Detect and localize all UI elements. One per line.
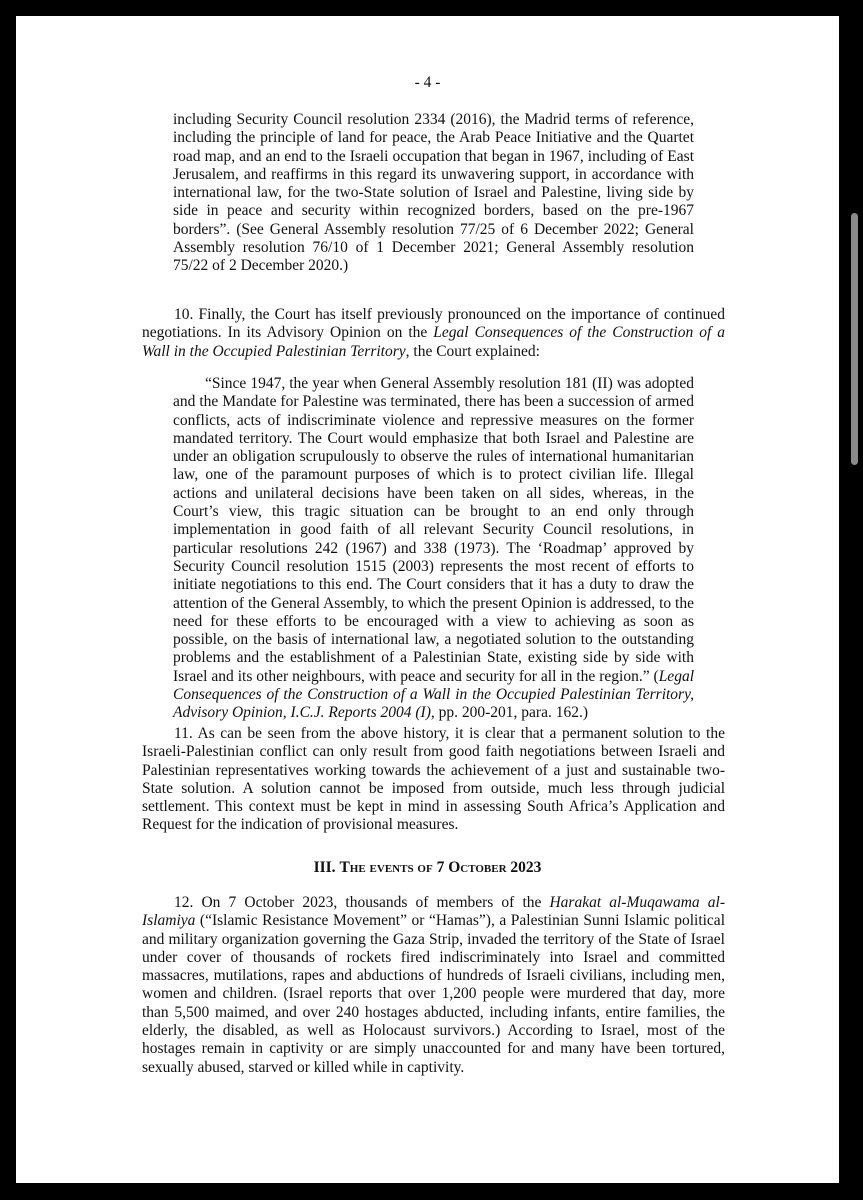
block-quote-citation: Legal Consequences of the Construction of a Wall in the Occupied Palestinian Territory, Advisory Opinion, I.C.J. Reports 2004 (I)	[173, 667, 694, 722]
paragraph-12-tail: (“Islamic Resistance Movement” or “Hamas”), a Palestinian Sunni Islamic political and military organization governing the Gaza Strip, invaded the territory of the State of Israel under cover of thousands of rockets fired indiscriminately into Israel and committed massacres, mutilations, rapes and abductions of hundreds of Israeli civilians, including men, women and children. (Israel reports that over 1,200 people were murdered that day, more than 5,500 maimed, and over 240 hostages abducted, including infants, entire families, the elderly, the disabled, as well as Holocaust survivors.) According to Israel, most of the hostages remain in captivity or are simply unaccounted for and many have been tortured, sexually abused, starved or killed while in captivity.	[142, 912, 725, 1076]
block-quote-citation-tail: , pp. 200-201, para. 162.)	[430, 704, 588, 722]
section-heading	[16, 859, 839, 877]
section-heading-title: The events of	[339, 859, 433, 876]
scrollbar-thumb[interactable]	[851, 213, 858, 465]
paragraph-12-italic-name: Harakat al-Muqawama al-Islamiya	[142, 894, 725, 930]
paragraph-10-text: 10. Finally, the Court has itself previously pronounced on the importance of continued negotiations. In its Advisory Opinion on the	[142, 306, 725, 342]
paragraph-10-tail: , the Court explained:	[405, 342, 540, 360]
paragraph-12-text: 12. On 7 October 2023, thousands of members of the	[174, 894, 550, 911]
block-quote	[173, 375, 694, 723]
paragraph-10-italic-title: Legal Consequences of the Construction of a Wall in the Occupied Palestinian Territory	[142, 324, 726, 360]
section-heading-numeral: III.	[313, 859, 336, 876]
paragraph-10	[142, 306, 725, 361]
page-number: - 4 -	[414, 74, 441, 91]
paragraph-continuation: including Security Council resolution 2334 (2016), the Madrid terms of reference, including the principle of land for peace, the Arab Peace Initiative and the Quartet road map, and an end to the Israeli occupation that began in 1967, including of East Jerusalem, and reaffirms in this regard its unwavering support, in accordance with international law, for the two-State solution of Israel and Palestine, living side by side in peace and security within recognized borders, based on the pre-1967 borders”. (See General Assembly resolution 77/25 of 6 December 2022; General Assembly resolution 76/10 of 1 December 2021; General Assembly resolution 75/22 of 2 December 2020.)	[173, 111, 694, 275]
paragraph-12	[142, 894, 725, 1077]
section-heading-date: 7 October 2023	[436, 859, 542, 876]
block-quote-text: “Since 1947, the year when General Assembly resolution 181 (II) was adopted and the Mandate for Palestine was terminated, there has been a succession of armed conflicts, acts of indiscriminate violence and repressive measures on the former mandated territory. The Court would emphasize that both Israel and Palestine are under an obligation scrupulously to observe the rules of international humanitarian law, one of the paramount purposes of which is to protect civilian life. Illegal actions and unilateral decisions have been taken on all sides, whereas, in the Court’s view, this tragic situation can be brought to an end only through implementation in good faith of all relevant Security Council resolutions, in particular resolutions 242 (1967) and 338 (1973). The ‘Roadmap’ approved by Security Council resolution 1515 (2003) represents the most recent of efforts to initiate negotiations to this end. The Court considers that it has a duty to draw the attention of the General Assembly, to which the present Opinion is addressed, to the need for these efforts to be encouraged with a view to achieving as soon as possible, on the basis of international law, a negotiated solution to the outstanding problems and the establishment of a Palestinian State, existing side by side with Israel and its other neighbours, with peace and security for all in the region.” (	[173, 375, 694, 685]
paragraph-11: 11. As can be seen from the above history, it is clear that a permanent solution to the Israeli-Palestinian conflict can only result from good faith negotiations between Israeli and Palestinian representatives working towards the achievement of a just and sustainable two-State solution. A solution cannot be imposed from outside, much less through judicial settlement. This context must be kept in mind in assessing South Africa’s Application and Request for the indication of provisional measures.	[142, 725, 725, 834]
document-page	[16, 16, 839, 1183]
